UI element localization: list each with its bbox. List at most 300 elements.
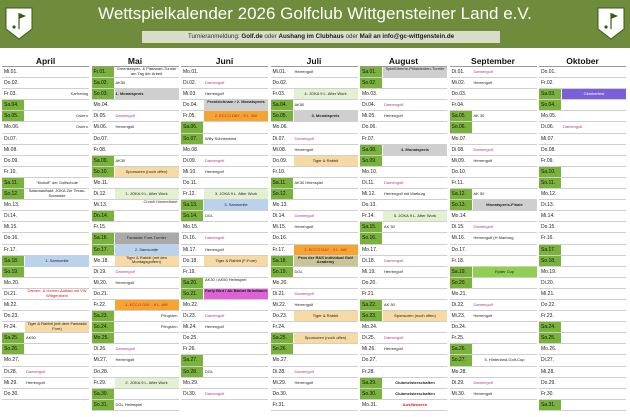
- day-label: Sa.25.: [271, 333, 293, 343]
- day-label: Do.10.: [451, 168, 467, 175]
- day-label: Sa.08.: [360, 145, 382, 155]
- day-label: Do.08.: [541, 146, 556, 153]
- day-label: Mo.01.: [183, 69, 199, 75]
- day-row: [92, 389, 179, 400]
- day-label: Mo.27.: [272, 357, 288, 364]
- day-label: Di.27.: [541, 357, 555, 364]
- event-entry: AK50: [294, 102, 305, 108]
- day-row: [271, 333, 358, 344]
- event-entry: 1. Monatspreis: [115, 89, 179, 99]
- day-row: [539, 211, 626, 222]
- day-label: Fr.22.: [93, 301, 107, 308]
- day-row: [92, 400, 179, 411]
- day-label: Sa.30.: [92, 389, 114, 399]
- event-entry: DGL: [294, 268, 303, 274]
- day-label: Di.06.: [541, 124, 555, 131]
- day-row: [92, 134, 179, 145]
- day-row: [92, 311, 179, 322]
- day-label: Mi.27.: [93, 357, 108, 364]
- day-label: Sa.04.: [271, 100, 293, 110]
- day-row: [539, 378, 626, 389]
- day-label: So.05.: [2, 111, 24, 121]
- day-label: Di.14.: [4, 213, 18, 220]
- event-entry: Early Bird / Ab Bärbel Briedbach: [204, 289, 268, 299]
- event-entry: Damengolf: [115, 268, 135, 274]
- day-label: So.12.: [271, 189, 293, 199]
- day-label: So.14.: [181, 211, 203, 221]
- day-label: Mo.10.: [362, 168, 378, 175]
- day-label: Sa.18.: [271, 256, 293, 266]
- day-label: Do.01.: [541, 69, 556, 75]
- day-label: Fr.01.: [92, 67, 114, 77]
- day-label: Di.15.: [451, 224, 465, 231]
- day-row: [271, 122, 358, 133]
- day-label: So.31.: [92, 400, 114, 410]
- day-label: Fr.10.: [272, 168, 286, 175]
- day-row: [2, 178, 89, 189]
- day-row: [271, 367, 358, 378]
- day-row: [360, 355, 447, 366]
- day-row: [360, 378, 447, 389]
- day-label: So.13.: [450, 200, 472, 210]
- day-label: Mi.05.: [362, 113, 376, 120]
- day-label: Do.02.: [272, 80, 288, 87]
- event-entry: Damengolf: [384, 335, 404, 341]
- day-label: Do.06.: [362, 124, 377, 131]
- day-label: Di.07.: [272, 135, 286, 142]
- day-label: So.17.: [92, 245, 114, 255]
- day-row: [360, 178, 447, 189]
- day-row: [450, 300, 537, 311]
- day-row: [271, 200, 358, 211]
- day-row: [92, 278, 179, 289]
- event-entry: Damengolf: [115, 346, 135, 352]
- event-entry: Herrengolf: [473, 390, 493, 396]
- day-label: Di.04.: [362, 102, 376, 109]
- day-label: Sa.19.: [450, 267, 472, 277]
- day-label: Di.13.: [541, 202, 555, 209]
- event-entry: DGL Heimspiel: [115, 401, 143, 407]
- day-label: Sa.29.: [360, 378, 382, 388]
- event-entry: Tiger & Rabbit: [294, 311, 358, 321]
- day-row: [539, 311, 626, 322]
- day-label: Mi.08.: [4, 146, 18, 153]
- day-row: [360, 256, 447, 267]
- event-entry: Herrengolf: [205, 168, 224, 174]
- day-row: [539, 267, 626, 278]
- day-label: Di.23.: [183, 313, 197, 320]
- day-row: [2, 222, 89, 233]
- day-label: Do.20.: [362, 279, 377, 286]
- day-row: [450, 78, 537, 89]
- day-label: Do.23.: [272, 313, 288, 320]
- day-row: [181, 167, 268, 178]
- event-entry: Herrengolf: [384, 113, 403, 119]
- day-label: Di.30.: [183, 390, 197, 397]
- day-row: [360, 145, 447, 156]
- day-label: Mo.17.: [362, 246, 378, 253]
- event-entry: Herrengolf: [26, 379, 45, 385]
- event-entry: Herrengolf: [473, 157, 493, 163]
- day-row: [360, 333, 447, 344]
- event-entry: AK 30: [473, 113, 485, 119]
- day-row: [92, 145, 179, 156]
- day-label: Sa.24.: [539, 322, 561, 332]
- day-label: Mo.18.: [93, 257, 109, 264]
- day-row: [539, 256, 626, 267]
- month-column: [360, 56, 447, 411]
- day-row: [181, 344, 268, 355]
- day-row: [450, 89, 537, 100]
- day-label: Mi.29.: [272, 379, 287, 386]
- day-label: So.04.: [539, 100, 561, 110]
- day-row: [360, 67, 447, 78]
- event-entry: AK 50: [473, 191, 485, 197]
- event-entry: AK 50: [384, 224, 395, 230]
- day-label: Sa.16.: [92, 233, 114, 243]
- month-header: September: [450, 56, 537, 67]
- day-label: Fr.09.: [541, 157, 554, 164]
- day-row: [271, 267, 358, 278]
- day-row: [181, 256, 268, 267]
- day-label: Mo.04.: [93, 102, 109, 109]
- day-label: Di.21.: [272, 290, 286, 297]
- day-label: Sa.11.: [2, 178, 24, 188]
- event-entry: Clubmeisterschaften: [395, 379, 435, 385]
- day-label: Mo.08.: [183, 146, 199, 153]
- day-row: [539, 289, 626, 300]
- day-row: [92, 122, 179, 133]
- day-row: [450, 367, 537, 378]
- event-entry: Sponsoren (noch offen): [115, 167, 179, 177]
- day-label: Mi.08.: [272, 146, 287, 153]
- event-entry: Pfingsten: [160, 313, 178, 319]
- day-row: [450, 267, 537, 278]
- day-label: Di.02.: [183, 80, 197, 87]
- day-label: Mo.03.: [362, 91, 378, 98]
- day-row: [2, 344, 89, 355]
- month-column: [539, 56, 626, 411]
- day-row: [539, 122, 626, 133]
- day-row: [181, 300, 268, 311]
- day-label: Di.09.: [183, 157, 197, 164]
- event-entry: Tiger & Rabbit: [294, 156, 358, 166]
- day-label: Do.23.: [4, 313, 19, 320]
- day-label: Fr.25.: [451, 335, 465, 342]
- day-row: [360, 211, 447, 222]
- event-entry: AK30: [115, 157, 126, 163]
- day-label: So.19.: [2, 267, 24, 277]
- day-label: Sa.04.: [2, 100, 24, 110]
- day-label: Fr.08.: [93, 146, 107, 153]
- day-row: [539, 89, 626, 100]
- event-entry: Ostern: [75, 113, 88, 119]
- day-row: [181, 245, 268, 256]
- day-label: Di.26.: [93, 346, 107, 353]
- event-entry: Damengolf: [384, 257, 404, 263]
- day-row: [181, 278, 268, 289]
- event-entry: Damengolf: [205, 313, 225, 319]
- month-column: [450, 56, 537, 400]
- event-entry: AK50: [26, 335, 36, 341]
- day-label: Sa.12.: [450, 189, 472, 199]
- day-label: Do.09.: [4, 157, 19, 164]
- day-row: [271, 300, 358, 311]
- day-row: [2, 322, 89, 333]
- event-entry: Damengolf: [26, 368, 46, 374]
- day-label: So.25.: [539, 333, 561, 343]
- event-entry: 4. JOKA 9 L. After Work: [294, 89, 358, 99]
- day-label: Mi.15.: [4, 224, 18, 231]
- day-label: Fr.18.: [451, 257, 465, 264]
- day-row: [2, 333, 89, 344]
- day-row: [539, 134, 626, 145]
- day-row: [181, 78, 268, 89]
- day-row: [450, 289, 537, 300]
- day-row: [360, 300, 447, 311]
- day-row: [450, 145, 537, 156]
- day-label: Sa.25.: [2, 333, 24, 343]
- day-row: [360, 167, 447, 178]
- day-label: Mi.16.: [451, 235, 466, 242]
- day-label: Mo.13.: [272, 202, 288, 209]
- day-label: Do.11.: [183, 179, 198, 186]
- day-row: [539, 400, 626, 411]
- day-row: [271, 156, 358, 167]
- day-label: Sa.10.: [539, 167, 561, 177]
- day-row: [2, 389, 89, 400]
- day-label: Do.29.: [541, 379, 556, 386]
- event-entry: DGL: [205, 368, 214, 374]
- day-label: Mo.07.: [451, 135, 467, 142]
- day-label: Sa.17.: [539, 245, 561, 255]
- event-entry: Fantastic Fore-Turnier: [115, 233, 179, 243]
- day-label: Do.02.: [4, 80, 19, 87]
- day-row: [539, 300, 626, 311]
- event-entry: Herrengolf: [294, 379, 314, 385]
- golfclub-logo-icon: [4, 5, 34, 41]
- day-row: [92, 333, 179, 344]
- event-entry: Sponsoren (noch offen): [383, 311, 447, 321]
- day-label: Mi.22.: [4, 301, 18, 308]
- day-label: Mi.14.: [541, 213, 555, 220]
- day-row: [92, 100, 179, 111]
- day-label: So.21.: [181, 289, 203, 299]
- day-label: Do.16.: [4, 235, 19, 242]
- day-label: Do.03.: [451, 91, 467, 98]
- day-row: [92, 89, 179, 100]
- registration-separator: oder: [343, 33, 360, 40]
- day-label: Mi.07.: [541, 135, 555, 142]
- day-label: Di.29.: [451, 379, 465, 386]
- day-label: Sa.01.: [360, 67, 382, 77]
- day-row: [360, 400, 447, 411]
- event-entry: Greenkeeper- & Platzwart-Turnier am Tag der Arbeit: [116, 67, 177, 76]
- day-label: Di.19.: [93, 268, 107, 275]
- event-entry: 1. ECCO DAY - 9 L. AW: [115, 300, 179, 310]
- day-row: [92, 111, 179, 122]
- day-label: Mo.29.: [183, 379, 199, 386]
- day-row: [2, 233, 89, 244]
- day-row: [92, 222, 179, 233]
- day-label: Mo.24.: [362, 324, 378, 331]
- event-entry: 3. ECCO DAY - 9 L. AW: [294, 245, 358, 255]
- day-label: Mo.20.: [272, 279, 288, 286]
- day-row: [2, 156, 89, 167]
- event-entry: Pros der R&S Individual Golf Academy: [294, 256, 358, 266]
- day-row: [450, 389, 537, 400]
- day-row: [2, 267, 89, 278]
- day-row: [271, 178, 358, 189]
- day-row: [450, 156, 537, 167]
- day-label: Di.28.: [272, 368, 286, 375]
- day-row: [450, 122, 537, 133]
- day-label: Do.25.: [183, 335, 198, 342]
- day-row: [92, 200, 179, 211]
- month-header: Juli: [271, 56, 358, 67]
- day-label: Fr.02.: [541, 80, 554, 87]
- event-entry: Herrengolf (H Marburg: [473, 235, 514, 241]
- event-entry: Herrengolf: [115, 124, 135, 130]
- day-row: [271, 322, 358, 333]
- day-row: [360, 189, 447, 200]
- event-entry: Damengolf: [205, 235, 225, 241]
- page-title: Wettspielkalender 2026 Golfclub Wittgensteiner Land e.V.: [98, 4, 532, 23]
- day-row: [360, 367, 447, 378]
- event-entry: 3. JOKA 9 L. After Work: [204, 189, 268, 199]
- event-entry: Tiger & Rabbit (mit dem Fantastic Fore): [25, 322, 89, 332]
- day-row: [360, 78, 447, 89]
- event-entry: Damengolf: [384, 102, 404, 108]
- day-row: [450, 233, 537, 244]
- day-row: [92, 367, 179, 378]
- day-label: Sa.13.: [181, 200, 203, 210]
- day-label: So.06.: [450, 122, 472, 132]
- day-row: [539, 67, 626, 78]
- day-row: [360, 389, 447, 400]
- day-row: [271, 167, 358, 178]
- day-row: [360, 134, 447, 145]
- event-entry: Clubmeisterschaften: [395, 390, 435, 396]
- event-entry: Herrengolf: [205, 246, 224, 252]
- day-label: Mi.06.: [93, 124, 108, 131]
- registration-option-mail: Mail an info@gc-wittgenstein.de: [359, 33, 455, 40]
- event-entry: Herrengolf: [205, 91, 224, 97]
- day-row: [92, 355, 179, 366]
- day-label: Sa.05.: [450, 111, 472, 121]
- month-column: [92, 56, 179, 411]
- day-row: [181, 211, 268, 222]
- event-entry: Damengolf: [205, 157, 225, 163]
- day-row: [181, 289, 268, 300]
- day-row: [450, 167, 537, 178]
- event-entry: Ostern: [75, 124, 88, 130]
- day-label: Di.20.: [541, 279, 555, 286]
- day-label: Mo.26.: [541, 346, 557, 353]
- day-row: [450, 134, 537, 145]
- day-label: Mi.26.: [362, 346, 376, 353]
- day-row: [539, 355, 626, 366]
- day-label: Fr.31.: [272, 401, 286, 408]
- month-column: [271, 56, 358, 411]
- event-entry: 5. Hinterland-Golf-Cup: [484, 357, 525, 363]
- day-row: [181, 89, 268, 100]
- day-label: Mi.13.: [93, 202, 108, 209]
- day-label: Mi.09.: [451, 157, 466, 164]
- day-label: So.02.: [360, 78, 382, 88]
- day-row: [2, 122, 89, 133]
- day-label: So.26.: [2, 344, 24, 354]
- day-label: Sa.31.: [539, 400, 561, 410]
- event-entry: Herrengolf: [473, 80, 493, 86]
- day-row: [539, 222, 626, 233]
- day-label: Do.17.: [451, 246, 467, 253]
- day-label: Fr.03.: [272, 91, 286, 98]
- day-label: Fr.21.: [362, 290, 375, 297]
- day-label: Fr.24.: [272, 324, 286, 331]
- day-row: [181, 311, 268, 322]
- day-label: Mi.03.: [183, 91, 197, 98]
- day-label: Mi.20.: [93, 279, 108, 286]
- day-row: [450, 245, 537, 256]
- day-label: Di.01.: [451, 69, 465, 75]
- day-label: Do.04.: [183, 102, 198, 109]
- golfclub-logo-icon: [596, 5, 626, 41]
- day-label: Mo.14.: [451, 213, 467, 220]
- event-entry: Damengolf: [473, 224, 493, 230]
- day-label: Di.22.: [451, 301, 465, 308]
- day-row: [2, 67, 89, 78]
- day-label: Do.30.: [272, 390, 288, 397]
- day-label: Fr.15.: [93, 224, 107, 231]
- day-label: Mo.20.: [4, 279, 20, 286]
- day-label: Sa.27.: [181, 355, 203, 365]
- day-row: [360, 245, 447, 256]
- event-entry: Herrengolf: [294, 301, 314, 307]
- day-label: Fr.04.: [451, 102, 465, 109]
- day-row: [539, 145, 626, 156]
- day-label: Mi.30.: [451, 390, 466, 397]
- day-row: [271, 389, 358, 400]
- day-label: Mo.05.: [541, 113, 557, 120]
- day-label: Fr.17.: [272, 246, 286, 253]
- day-row: [360, 200, 447, 211]
- day-label: Di.11.: [362, 179, 375, 186]
- day-row: [181, 67, 268, 78]
- day-row: [2, 378, 89, 389]
- event-entry: Pfingsten: [160, 324, 178, 330]
- day-label: So.12.: [2, 189, 24, 199]
- day-label: Fr.17.: [4, 246, 17, 253]
- day-row: [450, 100, 537, 111]
- day-row: [181, 222, 268, 233]
- day-label: Mi.24.: [183, 324, 197, 331]
- day-row: [360, 278, 447, 289]
- day-label: Di.08.: [451, 146, 465, 153]
- day-row: [181, 156, 268, 167]
- day-row: [539, 233, 626, 244]
- event-entry: Damen- & Herren-Auftakt mit VW Wittgenstein: [27, 288, 87, 298]
- day-row: [181, 378, 268, 389]
- day-row: [2, 256, 89, 267]
- day-row: [92, 78, 179, 89]
- day-row: [181, 145, 268, 156]
- day-row: [181, 389, 268, 400]
- day-row: [360, 156, 447, 167]
- day-label: Mi.10.: [183, 168, 197, 175]
- day-label: Do.07.: [93, 135, 109, 142]
- day-row: [181, 178, 268, 189]
